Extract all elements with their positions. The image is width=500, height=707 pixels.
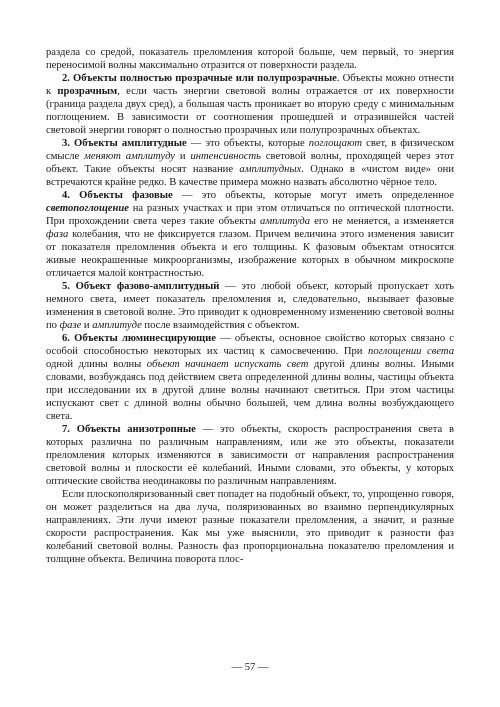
paragraph <box>46 488 454 566</box>
paragraph <box>46 46 454 72</box>
italic-text: амплитуда <box>260 216 311 227</box>
italic-text: амплитуде <box>92 320 142 331</box>
bold-text: 3. Объекты амплитудные <box>62 138 187 149</box>
body-text <box>46 46 454 566</box>
text-run: — это объекты, которые могут иметь определенное <box>172 190 454 201</box>
italic-text: объект начинает испускать свет <box>146 359 309 370</box>
text-run: его не меняется, а изменяется <box>310 216 454 227</box>
bold-italic-text: светопоглощение <box>46 203 129 214</box>
paragraph <box>46 332 454 423</box>
text-run: световой волны, проходящей через этот объект. Такие объекты носят название <box>46 151 454 175</box>
bold-text: 5. Объект фазово-амплитудный <box>62 281 220 292</box>
page-number: — 57 — <box>231 662 269 673</box>
text-run: и <box>81 320 93 331</box>
text-run: после взаимодействия с объектом. <box>141 320 300 331</box>
text-run: одной длины волны <box>46 359 147 370</box>
italic-text: меняют амплитуду <box>84 151 175 162</box>
text-run: и <box>175 151 191 162</box>
italic-text: поглощают <box>308 138 363 149</box>
italic-text: поглощении света <box>368 346 454 357</box>
paragraph <box>46 137 454 189</box>
bold-text: 4. Объекты фазовые <box>62 190 173 201</box>
text-run: — это объекты, скорость распространения света в которых различна по различным направлениям, или же это объекты, показатели преломления которых изменяются в зависимости от направления распространения световой волны и плоскости её колебаний. Иными словами, это объекты, у которых оптические свойства неодинаковы по различным направлениям. <box>46 424 454 487</box>
paragraph <box>46 72 454 137</box>
text-run: колебания, что не фиксируется глазом. Причем величина этого изменения зависит от показателя преломления объекта и его толщины. К фазовым объектам относятся живые неокрашенные микроорганизмы, изображение которых в обычном микроскопе отличается малой контрастностью. <box>46 229 454 279</box>
text-run: свет, в физическом смысле <box>46 138 454 162</box>
italic-text: фазе <box>59 320 82 331</box>
text-run: — объекты, основное свойство которых связано с особой способностью некоторых их частиц к самосвечению. При <box>46 333 454 357</box>
text-run: Если плоскополяризованный свет попадет на подобный объект, то, упрощенно говоря, он может разделиться на два луча, поляризованных во взаимно перпендикулярных направлениях. Эти лучи имеют разные показатели преломления, а значит, и разные скорости распространения. Как мы уже выяснили, это приводит к разности фаз колебаний световой волны. Разность фаз пропорциональна показателю преломления и толщине объекта. Величина поворота плос- <box>46 489 454 565</box>
bold-text: 7. Объекты анизотропные <box>62 424 196 435</box>
paragraph <box>46 423 454 488</box>
italic-text: интенсивность <box>190 151 261 162</box>
bold-text: 2. Объекты полностью прозрачные или полупрозрачные <box>62 73 337 84</box>
text-run: другой длины волны. Иными словами, возбуждаясь под действием света определенной длины волны, частицы объекта при исследовании их в другой длине волны начинают светиться. При этом частицы испускают свет с длиной волны обычно большей, чем длина волны возбуждающего света. <box>46 359 454 422</box>
italic-text: фаза <box>46 229 69 240</box>
paragraph <box>46 189 454 280</box>
text-run: , если часть энергии световой волны отражается от их поверхности (граница раздела двух сред), а большая часть проникает во вторую среду с минимальным поглощением. В зависимости от соотношения прошедшей и отразившейся частей световой энергии говорят о полностью прозрачных или полупрозрачных объектах. <box>46 86 454 136</box>
text-run: на разных участках и при этом отличаться по оптической плотности. При прохождении света через такие объекты <box>46 203 454 227</box>
text-run: — это объекты, которые <box>186 138 309 149</box>
text-run: . Однако в «чистом виде» они встречаются крайне редко. В качестве примера можно назвать абсолютно чёрное тело. <box>46 164 454 188</box>
paragraph <box>46 280 454 332</box>
bold-text: прозрачным <box>57 86 118 97</box>
text-run: раздела со средой, показатель преломления которой больше, чем первый, то энергия переносимой волны максимально отразится от поверхности раздела. <box>46 47 454 71</box>
text-run: . Объекты можно отнести к <box>46 73 454 97</box>
text-run: — это любой объект, который пропускает хоть немного света, имеет показатель преломления и, следовательно, вызывает фазовые изменения в световой волне. Это приводит к одновременному изменению световой волны по <box>46 281 454 331</box>
bold-text: 6. Объекты люминесцирующие <box>62 333 216 344</box>
italic-text: амплитудных <box>239 164 302 175</box>
